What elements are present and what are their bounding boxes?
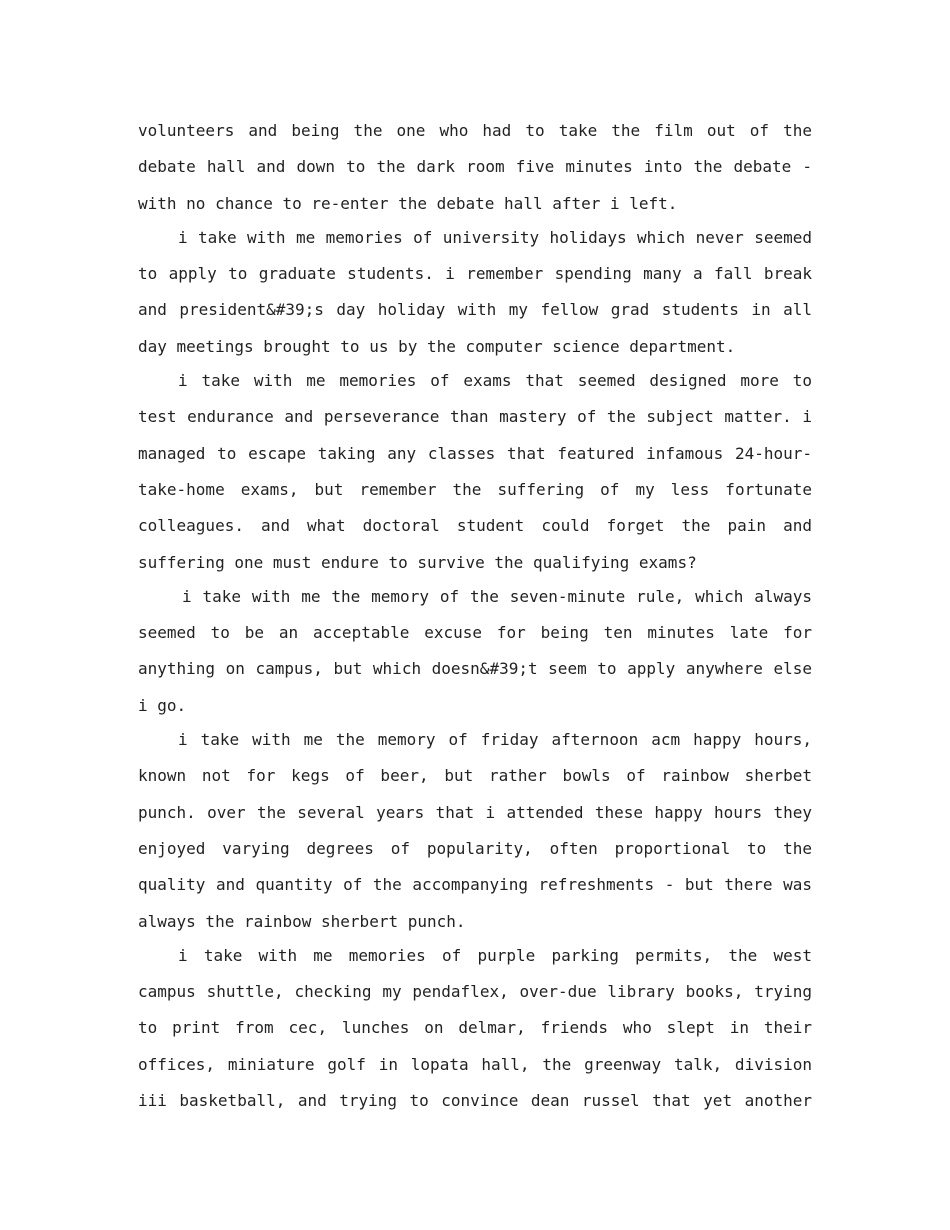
document-body — [138, 113, 812, 1119]
paragraph-campus-memories: i take with me memories of purple parking permits, the west campus shuttle, checking my pendaflex, over-due library books, trying to print from cec, lunches on delmar, friends who slept in their offices, miniature golf in lopata hall, the greenway talk, division iii basketball, and trying to convince dean russel that yet another — [138, 945, 812, 1111]
paragraph-debate-volunteers: volunteers and being the one who had to take the film out of the debate hall and down to the dark room five minutes into the debate - with no chance to re-enter the debate hall after i left. — [138, 121, 812, 213]
paragraph-university-holidays: i take with me memories of university holidays which never seemed to apply to graduate students. i remember spending many a fall break and president&#39;s day holiday with my fellow grad students in all day meetings brought to us by the computer science department. — [138, 227, 812, 356]
paragraph-acm-happy-hours: i take with me the memory of friday afternoon acm happy hours, known not for kegs of beer, but rather bowls of rainbow sherbet punch. over the several years that i attended these happy hours they enjoyed varying degrees of popularity, often proportional to the quality and quantity of the accompanying refreshments - but there was always the rainbow sherbert punch. — [138, 730, 812, 931]
paragraph-exams: i take with me memories of exams that seemed designed more to test endurance and perseverance than mastery of the subject matter. i managed to escape taking any classes that featured infamous 24-hour-take-home exams, but remember the suffering of my less fortunate colleagues. and what doctoral student could forget the pain and suffering one must endure to survive the qualifying exams? — [138, 371, 812, 572]
paragraph-seven-minute-rule: i take with me the memory of the seven-minute rule, which always seemed to be an acceptable excuse for being ten minutes late for anything on campus, but which doesn&#39;t seem to apply anywhere else i go. — [138, 586, 812, 715]
